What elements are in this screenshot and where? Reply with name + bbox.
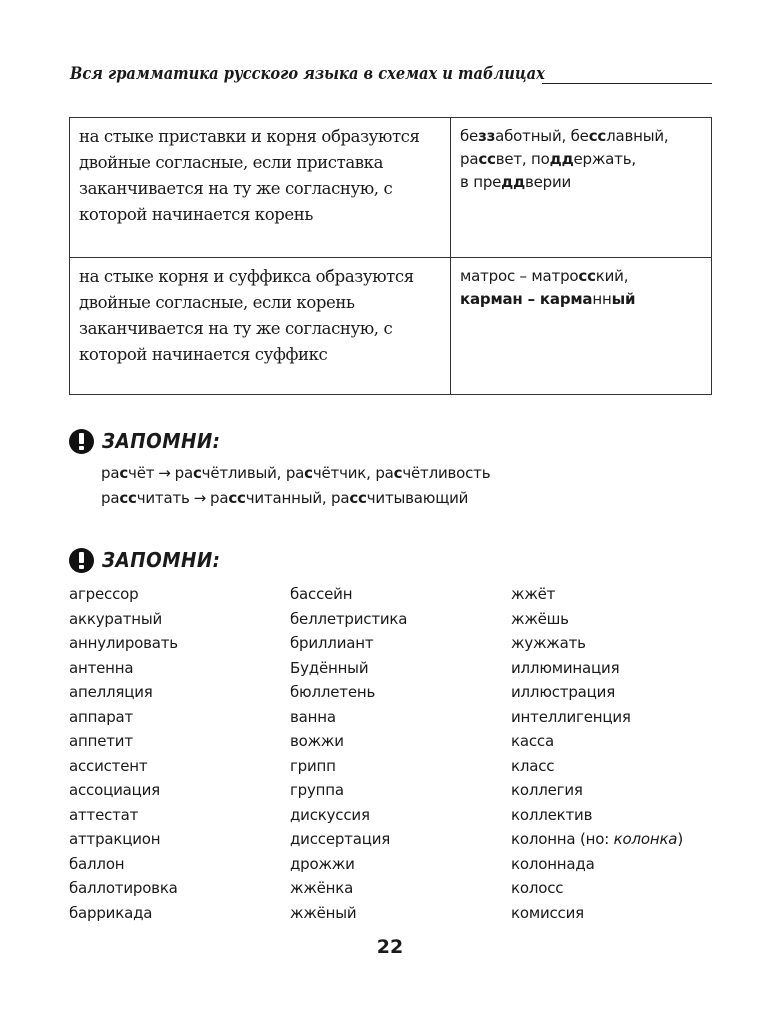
list-item: коллектив — [511, 805, 593, 824]
table-row — [70, 258, 712, 395]
table-row — [70, 118, 712, 258]
list-item: аккуратный — [69, 609, 163, 628]
list-item: ассоциация — [69, 781, 160, 799]
highlight-letters: карман – карма — [460, 290, 593, 308]
list-item: баррикада — [69, 903, 153, 922]
example-text: нн — [592, 290, 612, 308]
list-item: группа — [290, 781, 344, 799]
list-item: аннулировать — [69, 634, 178, 652]
arrow-icon: → — [193, 489, 207, 507]
list-item: антенна — [69, 658, 134, 677]
list-item: грипп — [290, 756, 336, 775]
exclamation-icon — [69, 548, 94, 573]
example-text: аботный, бе — [495, 127, 589, 145]
example-text: ра — [460, 150, 479, 168]
example-cell — [451, 118, 712, 258]
list-item: апелляция — [69, 683, 153, 701]
arrow-icon: → — [158, 464, 171, 482]
list-item: класс — [511, 756, 555, 775]
word-column-2 — [290, 582, 407, 925]
list-item: бюллетень — [290, 683, 376, 701]
word-column-3 — [511, 582, 683, 925]
list-item: ассистент — [69, 756, 148, 775]
example-text: матрос – матро — [460, 267, 579, 285]
remember-heading-2 — [69, 545, 231, 575]
list-item: коллегия — [511, 781, 583, 799]
list-item: вожжи — [290, 732, 344, 750]
header-rule — [542, 83, 712, 84]
remember-heading-1 — [69, 426, 231, 456]
example-text: ержать, — [573, 150, 636, 168]
page-header — [70, 64, 712, 90]
list-item: баллон — [69, 854, 125, 873]
list-item: колосс — [511, 879, 564, 897]
list-item: жжёный — [290, 903, 357, 922]
exclamation-icon — [69, 429, 94, 454]
example-text: лавный, — [606, 127, 669, 145]
example-text: бе — [460, 127, 479, 145]
list-item: бассейн — [290, 585, 353, 603]
rule-cell: на стыке приставки и корня образуются двойные согласные, если приставка заканчивается на ту же согласную, с которой начинается корень — [70, 118, 451, 258]
highlight-letters: дд — [501, 173, 526, 191]
list-item: диссертация — [290, 830, 391, 848]
list-item: жжёнка — [290, 879, 354, 897]
list-item: касса — [511, 732, 554, 750]
list-item: аппетит — [69, 732, 133, 750]
example-text: в пре — [460, 173, 502, 191]
example-text: вет, по — [495, 150, 550, 168]
list-item: комиссия — [511, 903, 584, 922]
list-item: аттестат — [69, 805, 139, 824]
list-item: ванна — [290, 707, 336, 726]
list-item: баллотировка — [69, 879, 178, 897]
list-item: аппарат — [69, 707, 134, 726]
list-item: жжёшь — [511, 609, 569, 628]
list-item: дрожжи — [290, 854, 355, 873]
list-item: жужжать — [511, 634, 586, 652]
remember-line-2: рассчитать → рассчитанный, рассчитывающий — [101, 489, 469, 507]
list-item: колонна (но: колонка) — [511, 830, 683, 848]
example-cell — [451, 258, 712, 395]
remember-line-1: расчёт → расчётливый, расчётчик, расчётливость — [101, 464, 491, 482]
highlight-letters: сс — [578, 267, 596, 285]
highlight-letters: дд — [549, 150, 574, 168]
page-number: 22 — [376, 936, 404, 958]
rule-cell: на стыке корня и суффикса образуются двойные согласные, если корень заканчивается на ту же согласную, с которой начинается суффикс — [70, 258, 451, 395]
list-item: жжёт — [511, 585, 556, 603]
list-item: бриллиант — [290, 634, 374, 652]
list-item: иллюминация — [511, 658, 620, 677]
list-item: агрессор — [69, 585, 139, 603]
example-text: кий, — [595, 267, 629, 285]
list-item: колоннада — [511, 854, 595, 873]
list-item: беллетристика — [290, 609, 408, 628]
list-item: аттракцион — [69, 830, 161, 848]
list-item: интеллигенция — [511, 707, 631, 726]
highlight-letters: зз — [478, 127, 496, 145]
example-text: верии — [525, 173, 572, 191]
remember-label: ЗАПОМНИ: — [102, 429, 221, 453]
highlight-letters: ый — [611, 290, 636, 308]
word-column-1 — [69, 582, 178, 925]
highlight-letters: сс — [588, 127, 607, 145]
header-title: Вся грамматика русского языка в схемах и таблицах — [70, 64, 545, 84]
rules-table — [69, 117, 712, 395]
remember-label: ЗАПОМНИ: — [102, 548, 221, 572]
list-item: Будённый — [290, 658, 369, 677]
highlight-letters: сс — [478, 150, 496, 168]
list-item: иллюстрация — [511, 683, 616, 701]
list-item: дискуссия — [290, 805, 370, 824]
